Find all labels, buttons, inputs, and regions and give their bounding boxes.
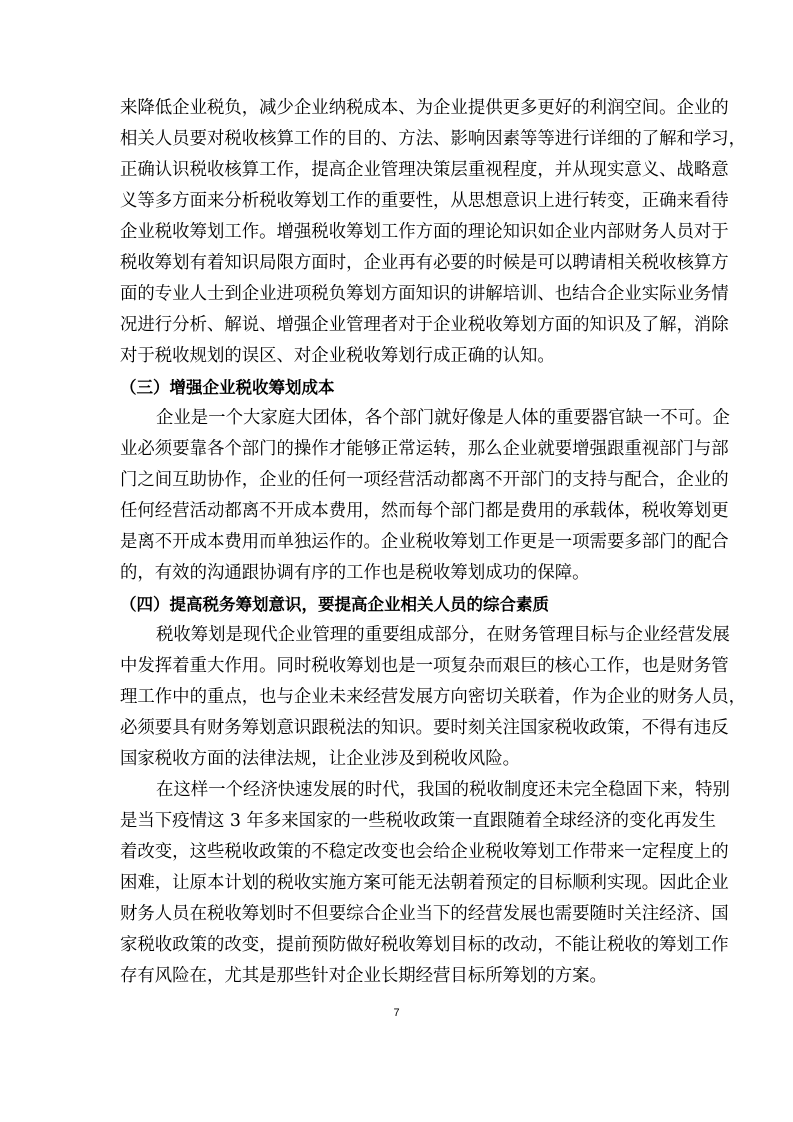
text-line: 存有风险在，尤其是那些针对企业长期经营目标所筹划的方案。 [120,966,607,986]
text-line: 必须要具有财务筹划意识跟税法的知识。要时刻关注国家税收政策，不得有违反 [120,718,729,738]
text-line: 正确认识税收核算工作，提高企业管理决策层重视程度，并从现实意义、战略意 [120,160,729,180]
text-line: 来降低企业税负，减少企业纳税成本、为企业提供更多更好的利润空间。企业的 [120,98,729,118]
text-line: 税收筹划是现代企业管理的重要组成部分，在财务管理目标与企业经营发展 [156,625,730,645]
paragraph-4 [120,775,730,992]
text-line: 中发挥着重大作用。同时税收筹划也是一项复杂而艰巨的核心工作，也是财务管 [120,656,729,676]
section-heading-4: （四）提高税务筹划意识，要提高企业相关人员的综合素质 [120,595,549,614]
text-line: 义等多方面来分析税收筹划工作的重要性，从思想意识上进行转变，正确来看待 [120,191,729,211]
text-line: 对于税收规划的误区、对企业税收筹划行成正确的认知。 [120,346,555,366]
text-line: 任何经营活动都离不开成本费用，然而每个部门都是费用的承载体，税收筹划更 [120,501,729,521]
paragraph-1 [120,93,747,372]
text-line: 困难，让原本计划的税收实施方案可能无法朝着预定的目标顺利实现。因此企业 [120,873,729,893]
text-line: 的，有效的沟通跟协调有序的工作也是税收筹划成功的保障。 [120,563,590,583]
text-line: 企业是一个大家庭大团体，各个部门就好像是人体的重要器官缺一不可。企 [156,408,730,428]
text-line: 税收筹划有着知识局限方面时，企业再有必要的时候是可以聘请相关税收核算方 [120,253,729,273]
text-line: 况进行分析、解说、增强企业管理者对于企业税收筹划方面的知识及了解，消除 [120,315,729,335]
text-line: 是离不开成本费用而单独运作的。企业税收筹划工作更是一项需要多部门的配合 [120,532,729,552]
text-line: 相关人员要对税收核算工作的目的、方法、影响因素等等进行详细的了解和学习， [120,129,747,149]
text-line: 是当下疫情这 3 年多来国家的一些税收政策一直跟随着全球经济的变化再发生 [120,811,717,831]
text-line: 理工作中的重点，也与企业未来经营发展方向密切关联着，作为企业的财务人员， [120,687,747,707]
text-line: 面的专业人士到企业进项税负筹划方面知识的讲解培训、也结合企业实际业务情 [120,284,729,304]
section-heading-3: （三）增强企业税收筹划成本 [120,378,335,397]
paragraph-2 [120,403,730,589]
paragraph-3 [120,620,747,775]
text-line: 国家税收方面的法律法规，让企业涉及到税收风险。 [120,749,520,769]
text-line: 家税收政策的改变，提前预防做好税收筹划目标的改动，不能让税收的筹划工作 [120,935,729,955]
text-line: 着改变，这些税收政策的不稳定改变也会给企业税收筹划工作带来一定程度上的 [120,842,729,862]
text-line: 门之间互助协作，企业的任何一项经营活动都离不开部门的支持与配合，企业的 [120,470,729,490]
document-body [120,93,747,992]
text-line: 财务人员在税收筹划时不但要综合企业当下的经营发展也需要随时关注经济、国 [120,904,729,924]
text-line: 企业税收筹划工作。增强税收筹划工作方面的理论知识如企业内部财务人员对于 [120,222,729,242]
text-line: 业必须要靠各个部门的操作才能够正常运转，那么企业就要增强跟重视部门与部 [120,439,729,459]
page-number: 7 [393,1007,400,1019]
text-line: 在这样一个经济快速发展的时代，我国的税收制度还未完全稳固下来，特别 [156,780,730,800]
